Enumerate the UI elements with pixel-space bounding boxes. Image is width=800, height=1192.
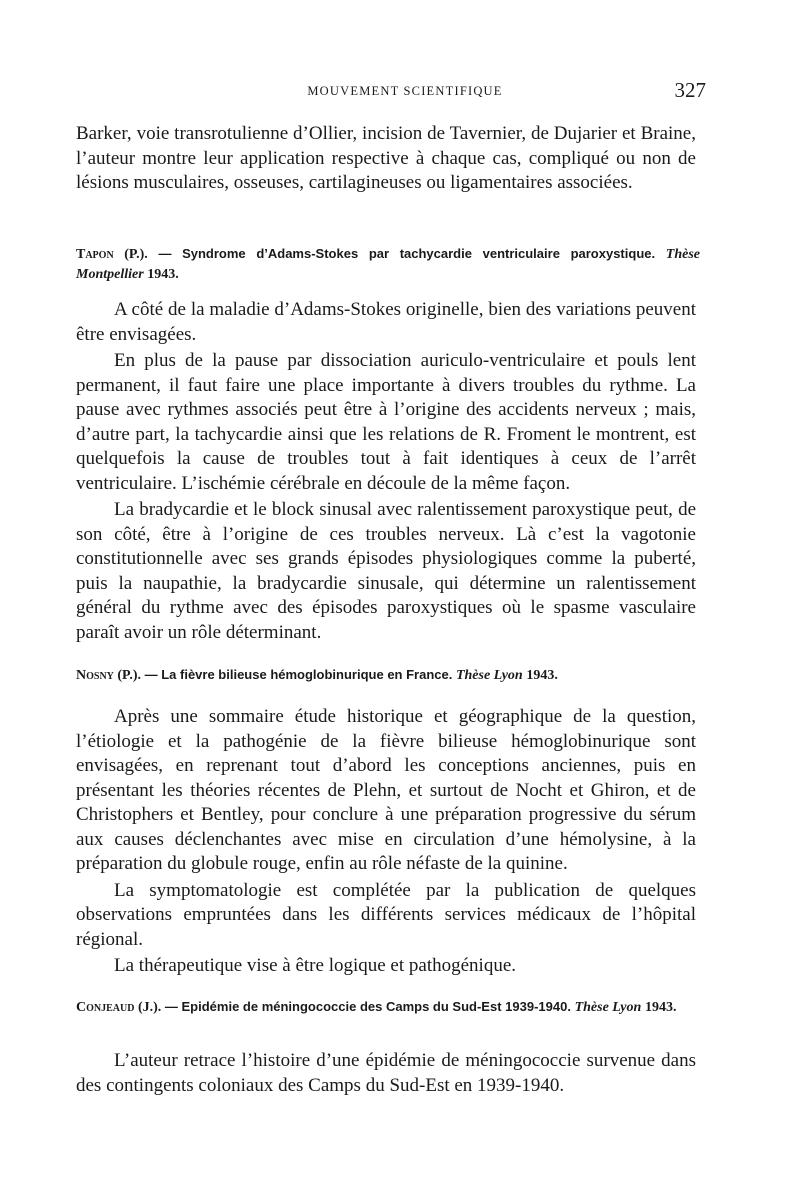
entry-author: Conjeaud (J.).	[76, 1000, 162, 1015]
entry-dash: —	[140, 667, 162, 682]
entry-body-nosny	[76, 705, 696, 979]
entry-author: Tapon (P.).	[76, 247, 148, 262]
entry-paragraph: Après une sommaire étude historique et géographique de la question, l’étiologie et la pathogénie de la fièvre bilieuse hémoglobinurique sont envisagées, en reprenant tout d’abord les conceptions anciennes, puis en présentant les théories récentes de Plehn, et surtout de Nocht et Ghiron, et de Christophers et Bentley, pour conclure à une préparation progressive du sérum aux causes déclenchantes avec mise en circulation d’une hémolysine, à la préparation du globule rouge, enfin au rôle néfaste de la quinine.	[76, 706, 696, 874]
entry-heading-nosny	[76, 665, 700, 685]
entry-paragraph: La bradycardie et le block sinusal avec ralentissement paroxystique peut, de son côté, être à l’origine de ces troubles nerveux. Là c’est la vagotonie constitutionnelle avec ses grands épisodes physiologiques comme la puberté, puis la naupathie, la bradycardie sinusale, qui détermine un ralentissement général du rythme avec des épisodes paroxystiques où le spasme vasculaire paraît avoir un rôle déterminant.	[76, 499, 696, 643]
entry-year: 1943.	[644, 1000, 677, 1015]
entry-thesis: Thèse Lyon	[574, 1000, 642, 1015]
running-title: MOUVEMENT SCIENTIFIQUE	[307, 84, 503, 98]
entry-paragraph: La thérapeutique vise à être logique et pathogénique.	[114, 955, 517, 976]
entry-title: La fièvre bilieuse hémoglobinurique en France.	[161, 667, 453, 682]
entry-thesis: Thèse Montpellier	[76, 247, 700, 282]
entry-author: Nosny (P.).	[76, 668, 141, 683]
entry-heading-tapon	[76, 244, 700, 284]
intro-text: Barker, voie transrotulienne d’Ollier, incision de Tavernier, de Dujarier et Braine, l’auteur montre leur application respective à chaque cas, compliqué ou non de lésions musculaires, osseuses, cartilagineuses ou ligamentaires associées.	[76, 123, 696, 193]
entry-heading-conjeaud	[76, 997, 700, 1017]
entry-paragraph: En plus de la pause par dissociation auriculo-ventriculaire et pouls lent permanent, il faut faire une place importante à divers troubles du rythme. La pause avec rythmes associés peut être à l’origine des accidents nerveux ; mais, d’autre part, la tachycardie ainsi que les relations de R. Froment le montrent, est quelquefois la cause de troubles tout à fait identiques à ceux de l’arrêt ventriculaire. L’ischémie cérébrale en découle de la même façon.	[76, 350, 696, 494]
entry-body-tapon	[76, 298, 696, 645]
entry-title: Syndrome d’Adams-Stokes par tachycardie ventriculaire paroxystique.	[182, 246, 656, 261]
entry-year: 1943.	[526, 668, 558, 683]
entry-paragraph: L’auteur retrace l’histoire d’une épidémie de méningococcie survenue dans des contingents coloniaux des Camps du Sud-Est en 1939-1940.	[76, 1050, 696, 1096]
intro-paragraph	[76, 122, 696, 196]
entry-title: Epidémie de méningococcie des Camps du Sud-Est 1939-1940.	[181, 999, 571, 1014]
entry-paragraph: A côté de la maladie d’Adams-Stokes originelle, bien des variations peuvent être envisagées.	[76, 299, 696, 345]
entry-paragraph: La symptomatologie est complétée par la publication de quelques observations empruntées dans les différents services médicaux de l’hôpital régional.	[76, 879, 696, 950]
entry-dash: —	[161, 999, 182, 1014]
page-number: 327	[674, 78, 706, 102]
entry-dash: —	[147, 246, 183, 261]
entry-thesis: Thèse Lyon	[455, 668, 523, 683]
entry-year: 1943.	[147, 267, 179, 282]
entry-body-conjeaud	[76, 1049, 696, 1098]
